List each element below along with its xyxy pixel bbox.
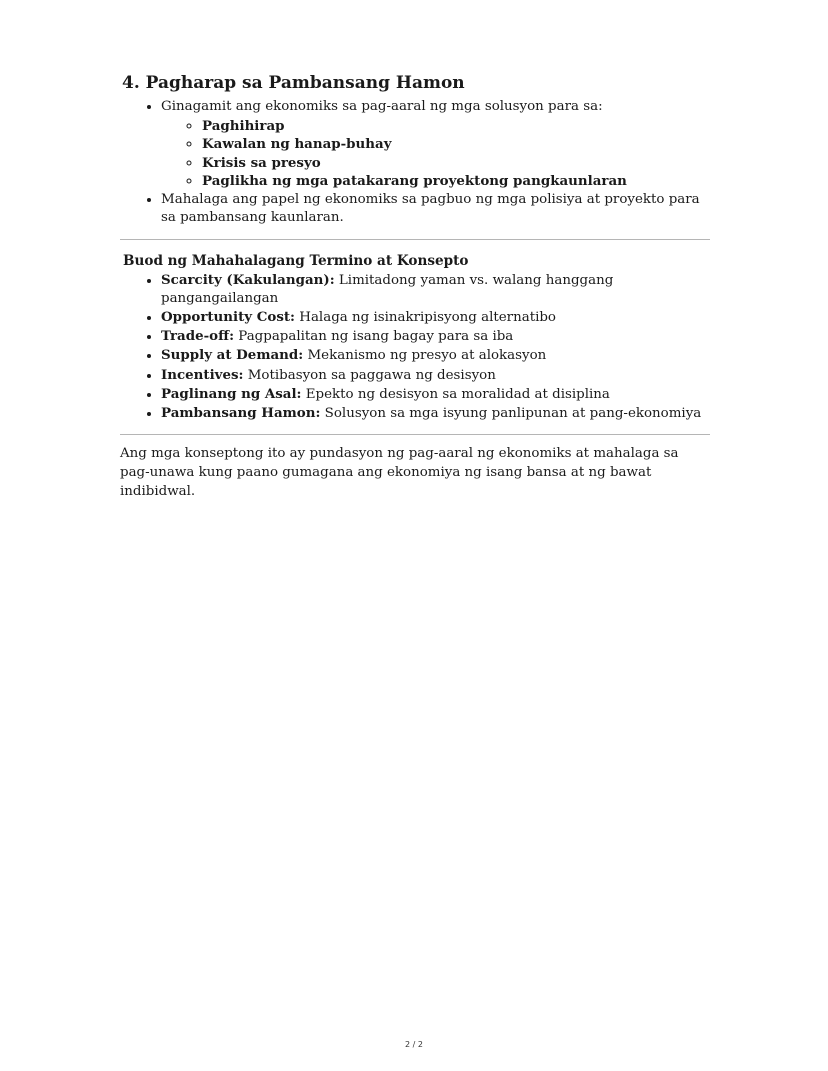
list-item: [161, 271, 710, 308]
list-item: [161, 98, 710, 191]
list-item: ◦ Paglikha ng mga patakarang proyektong pangkaunlaran: [202, 172, 710, 191]
closing-paragraph: Ang mga konseptong ito ay pundasyon ng pag-aaral ng ekonomiks at mahalaga sa pag-unawa kung paano gumagana ang ekonomiya ng isang bansa at ng bawat indibidwal.: [120, 446, 679, 500]
list-item: [161, 308, 710, 327]
list-item: [161, 385, 710, 404]
document-page: [120, 72, 710, 501]
term-definition: Halaga ng isinakripisyong alternatibo: [295, 309, 556, 325]
intro-text: Ginagamit ang ekonomiks sa pag-aaral ng mga solusyon para sa:: [161, 99, 603, 114]
term-label: Supply at Demand:: [161, 347, 304, 364]
list-item: [161, 327, 710, 346]
term-definition: Solusyon sa mga isyung panlipunan at pang-ekonomiya: [320, 405, 702, 421]
divider: [120, 239, 710, 240]
list-item: ◦ Krisis sa presyo: [202, 154, 710, 173]
term-definition: Pagpapalitan ng isang bagay para sa iba: [234, 329, 514, 345]
list-item: ◦ Paghihirap: [202, 117, 710, 136]
term-definition: Motibasyon sa paggawa ng desisyon: [243, 367, 496, 383]
term-definition: Limitadong yaman vs. walang hanggang pangangailangan: [161, 272, 614, 306]
term-label: Paglinang ng Asal:: [161, 385, 302, 402]
term-label: Incentives:: [161, 366, 244, 383]
term-label: Scarcity (Kakulangan):: [161, 271, 335, 288]
term-label: Opportunity Cost:: [161, 308, 296, 325]
solutions-list: [161, 117, 710, 191]
list-item: [161, 404, 710, 423]
page-number: 2 / 2: [405, 1040, 423, 1049]
list-item: • Mahalaga ang papel ng ekonomiks sa pagbuo ng mga polisiya at proyekto para sa pambansang kaunlaran.: [161, 191, 710, 228]
list-item: [161, 366, 710, 385]
divider: [120, 434, 710, 435]
list-item: ◦ Kawalan ng hanap-buhay: [202, 135, 710, 154]
section-heading: 4. Pagharap sa Pambansang Hamon: [122, 73, 465, 93]
terms-list: [120, 271, 710, 424]
term-definition: Mekanismo ng presyo at alokasyon: [303, 348, 547, 364]
term-definition: Epekto ng desisyon sa moralidad at disiplina: [301, 386, 610, 402]
list-item: [161, 346, 710, 365]
summary-heading: Buod ng Mahahalagang Termino at Konsepto: [123, 252, 469, 269]
section-list: [120, 98, 710, 228]
term-label: Trade-off:: [161, 328, 235, 345]
term-label: Pambansang Hamon:: [161, 404, 321, 421]
